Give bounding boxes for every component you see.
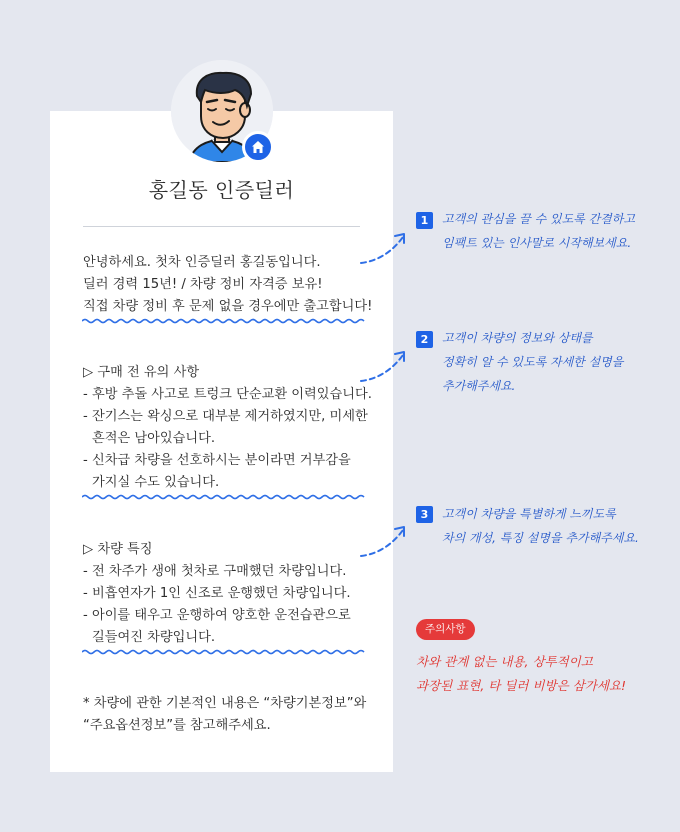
tip-number-3: 3 <box>416 506 433 523</box>
dealer-name: 홍길동 인증딜러 <box>148 178 295 202</box>
feature-line: - 비흡연자가 1인 신조로 운행했던 차량입니다. <box>83 586 351 601</box>
precaution-line: - 신차급 차량을 선호하시는 분이라면 거부감을 <box>83 453 351 468</box>
section-heading: ▷ 차량 특징 <box>83 542 153 557</box>
home-icon <box>251 140 265 154</box>
divider <box>83 226 360 227</box>
tip-line: 차의 개성, 특징 설명을 추가해주세요. <box>442 531 639 545</box>
precaution-line: - 잔기스는 왁싱으로 대부분 제거하였지만, 미세한 <box>83 409 368 424</box>
caution-badge: 주의사항 <box>416 619 475 640</box>
note-line: * 차량에 관한 기본적인 내용은 “차량기본정보”와 <box>83 696 367 711</box>
tip-number-1: 1 <box>416 212 433 229</box>
greeting-section <box>83 252 372 318</box>
tip-line: 추가해주세요. <box>442 379 516 393</box>
section-heading: ▷ 구매 전 유의 사항 <box>83 365 200 380</box>
section-underline <box>82 648 365 656</box>
dashed-arrow-icon <box>358 230 410 266</box>
tip-3 <box>442 502 639 550</box>
tip-line: 고객이 차량의 정보와 상태를 <box>442 331 593 345</box>
greeting-line: 안녕하세요. 첫차 인증딜러 홍길동입니다. <box>83 255 321 270</box>
feature-line: - 아이를 태우고 운행하여 양호한 운전습관으로 <box>83 608 351 623</box>
tip-1 <box>442 207 635 255</box>
greeting-line: 딜러 경력 15년! / 차량 정비 자격증 보유! <box>83 277 323 292</box>
tip-number-2: 2 <box>416 331 433 348</box>
precaution-line: - 후방 추돌 사고로 트렁크 단순교환 이력있습니다. <box>83 387 372 402</box>
greeting-line: 직접 차량 정비 후 문제 없을 경우에만 출고합니다! <box>83 299 373 314</box>
dashed-arrow-icon <box>358 348 410 384</box>
note-line: “주요옵션정보”를 참고해주세요. <box>83 718 271 733</box>
tip-line: 임팩트 있는 인사말로 시작해보세요. <box>442 236 632 250</box>
features-section <box>83 539 351 649</box>
feature-line: 길들여진 차량입니다. <box>92 630 216 645</box>
precautions-section <box>83 362 372 494</box>
tip-line: 고객이 차량을 특별하게 느끼도록 <box>442 507 616 521</box>
verified-dealer-badge <box>242 131 274 163</box>
section-underline <box>82 493 365 501</box>
precaution-line: 가지실 수도 있습니다. <box>92 475 220 490</box>
feature-line: - 전 차주가 생애 첫차로 구매했던 차량입니다. <box>83 564 347 579</box>
caution-line: 과장된 표현, 타 딜러 비방은 삼가세요! <box>416 678 626 693</box>
tip-line: 고객의 관심을 끌 수 있도록 간결하고 <box>442 212 635 226</box>
dashed-arrow-icon <box>358 523 410 559</box>
tip-2 <box>442 326 623 398</box>
reference-note <box>83 693 366 737</box>
section-underline <box>82 317 365 325</box>
tip-line: 정확히 알 수 있도록 자세한 설명을 <box>442 355 624 369</box>
caution-line: 차와 관계 없는 내용, 상투적이고 <box>416 654 593 669</box>
precaution-line: 흔적은 남아있습니다. <box>92 431 216 446</box>
caution-text <box>416 650 626 698</box>
